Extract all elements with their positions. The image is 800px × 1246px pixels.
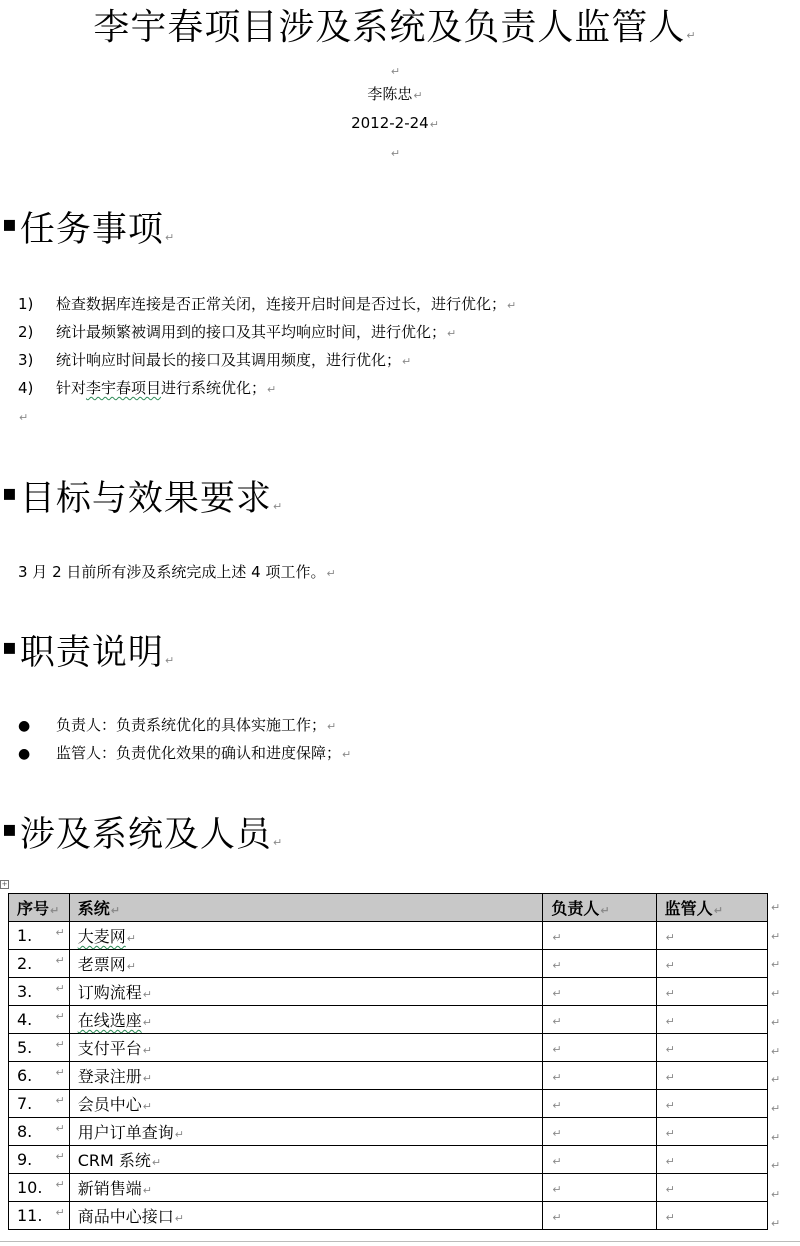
bullet-icon: ●: [18, 718, 31, 734]
duties-list: [18, 711, 351, 767]
table-row: [9, 1034, 768, 1062]
cell-mark-icon: ↵: [665, 1211, 675, 1224]
cell-mark-icon: ↵: [55, 926, 65, 939]
cell-mark-icon: ↵: [552, 1071, 562, 1084]
table-row: [9, 1118, 768, 1146]
table-row: [9, 1174, 768, 1202]
cell-no-text: 8.: [17, 1122, 33, 1141]
cell-no-text: 11.: [17, 1206, 43, 1225]
section-heading-duties: ▪职责说明↵: [2, 633, 176, 673]
cell-mark-icon: ↵: [665, 1155, 675, 1168]
paragraph-mark-icon: ↵: [447, 327, 457, 340]
cell-mark-icon: ↵: [110, 904, 120, 917]
cell-system[interactable]: [69, 950, 543, 978]
cell-mark-icon: ↵: [151, 1156, 162, 1169]
cell-owner[interactable]: [543, 1202, 656, 1230]
cell-system-text: 老票网: [77, 955, 126, 974]
paragraph-mark-icon: ↵: [164, 654, 176, 667]
cell-no-text: 10.: [17, 1178, 43, 1197]
cell-no[interactable]: [9, 1062, 70, 1090]
cell-system-text: 新销售端: [77, 1179, 142, 1198]
cell-owner[interactable]: [543, 1090, 656, 1118]
cell-mark-icon: ↵: [55, 1066, 65, 1079]
cell-supervisor[interactable]: [656, 978, 767, 1006]
cell-system-text: 用户订单查询: [77, 1123, 174, 1142]
table-row: [9, 1090, 768, 1118]
cell-mark-icon: ↵: [713, 904, 723, 917]
cell-mark-icon: ↵: [665, 931, 675, 944]
table-move-handle-icon[interactable]: +: [1, 880, 8, 888]
list-item: 4) 针对李宇春项目进行系统优化；↵: [18, 379, 277, 397]
cell-no[interactable]: [9, 1146, 70, 1174]
cell-mark-icon: ↵: [665, 1127, 675, 1140]
paragraph-mark-icon: ↵: [402, 355, 412, 368]
cell-no-text: 9.: [17, 1150, 33, 1169]
cell-mark-icon: ↵: [665, 987, 675, 1000]
empty-paragraph: [0, 60, 790, 82]
paragraph-mark-icon: ↵: [507, 299, 517, 312]
cell-no-text: 3.: [17, 982, 33, 1001]
cell-mark-icon: ↵: [665, 959, 675, 972]
cell-owner[interactable]: [543, 922, 656, 950]
empty-paragraph: [0, 142, 790, 164]
cell-mark-icon: ↵: [552, 987, 562, 1000]
cell-mark-icon: ↵: [552, 1183, 562, 1196]
column-header-owner: 负责人↵: [543, 894, 656, 922]
cell-no[interactable]: [9, 950, 70, 978]
column-header-system: 系统↵: [69, 894, 543, 922]
cell-owner[interactable]: [543, 1146, 656, 1174]
cell-mark-icon: ↵: [55, 954, 65, 967]
list-item: 3) 统计响应时间最长的接口及其调用频度，进行优化；↵: [18, 351, 412, 369]
paragraph-mark-icon: ↵: [272, 836, 284, 849]
row-end-mark-icon: ↵: [771, 1216, 781, 1230]
document-title: 李宇春项目涉及系统及负责人监管人↵: [93, 7, 697, 48]
cell-system[interactable]: [69, 1146, 543, 1174]
cell-no-text: 5.: [17, 1038, 33, 1057]
cell-supervisor[interactable]: [656, 1202, 767, 1230]
column-header-supervisor: 监管人↵: [656, 894, 767, 922]
paragraph-mark-icon: ↵: [19, 411, 29, 424]
cell-supervisor[interactable]: [656, 1090, 767, 1118]
cell-mark-icon: ↵: [55, 1178, 65, 1191]
cell-owner[interactable]: [543, 1006, 656, 1034]
cell-system-text: 在线选座: [77, 1011, 142, 1030]
paragraph-mark-icon: ↵: [390, 147, 401, 160]
list-item: 2) 统计最频繁被调用到的接口及其平均响应时间，进行优化；↵: [18, 323, 457, 341]
cell-no[interactable]: [9, 1034, 70, 1062]
spellcheck-marked-text: 李宇春项目: [86, 379, 162, 397]
cell-system[interactable]: [69, 1090, 543, 1118]
table-row: [9, 1146, 768, 1174]
cell-owner[interactable]: [543, 950, 656, 978]
date-line: 2012-2-24↵: [351, 114, 439, 132]
cell-mark-icon: ↵: [142, 1100, 152, 1113]
cell-system[interactable]: [69, 1202, 543, 1230]
row-end-mark-icon: ↵: [771, 1073, 781, 1087]
cell-supervisor[interactable]: [656, 1146, 767, 1174]
paragraph-mark-icon: ↵: [390, 65, 401, 78]
cell-mark-icon: ↵: [142, 1016, 152, 1029]
cell-no[interactable]: [9, 922, 70, 950]
cell-supervisor[interactable]: [656, 1174, 767, 1202]
cell-system-text: 登录注册: [77, 1067, 142, 1086]
cell-mark-icon: ↵: [665, 1071, 675, 1084]
row-end-mark-icon: ↵: [771, 958, 781, 972]
list-item: ● 负责人：负责系统优化的具体实施工作；↵: [18, 711, 351, 739]
page-bottom-divider: [0, 1241, 800, 1244]
task-list: [18, 290, 516, 430]
cell-mark-icon: ↵: [142, 1184, 152, 1197]
row-end-mark-icon: ↵: [771, 1188, 781, 1201]
cell-mark-icon: ↵: [552, 1211, 562, 1224]
cell-mark-icon: ↵: [55, 982, 65, 995]
cell-owner[interactable]: [543, 1174, 656, 1202]
cell-mark-icon: ↵: [552, 1099, 562, 1112]
bullet-icon: ●: [18, 746, 31, 762]
cell-supervisor[interactable]: [656, 1118, 767, 1146]
systems-table: [8, 893, 768, 1230]
cell-mark-icon: ↵: [552, 1043, 562, 1056]
cell-mark-icon: ↵: [665, 1015, 675, 1028]
cell-mark-icon: ↵: [126, 960, 136, 973]
cell-mark-icon: ↵: [50, 904, 60, 917]
paragraph-mark-icon: ↵: [267, 383, 277, 396]
row-end-mark-icon: ↵: [771, 1044, 781, 1058]
heading-bullet-icon: ▪: [2, 635, 18, 660]
cell-mark-icon: ↵: [552, 1155, 562, 1168]
table-header-row: [9, 894, 768, 922]
cell-system[interactable]: [69, 1034, 543, 1062]
cell-no-text: 4.: [17, 1010, 33, 1029]
cell-system[interactable]: [69, 922, 543, 950]
row-end-mark-icon: ↵: [771, 929, 781, 943]
goals-text: 3 月 2 日前所有涉及系统完成上述 4 项工作。↵: [18, 563, 336, 581]
list-item: 1) 检查数据库连接是否正常关闭，连接开启时间是否过长，进行优化；↵: [18, 295, 517, 313]
list-item: ● 监管人：负责优化效果的确认和进度保障；↵: [18, 739, 351, 767]
cell-mark-icon: ↵: [552, 1127, 562, 1140]
cell-system-text: 订购流程: [77, 983, 142, 1002]
cell-supervisor[interactable]: [656, 922, 767, 950]
cell-mark-icon: ↵: [174, 1212, 184, 1225]
table-row: [9, 978, 768, 1006]
heading-bullet-icon: ▪: [2, 481, 18, 506]
paragraph-mark-icon: ↵: [326, 567, 336, 580]
cell-mark-icon: ↵: [665, 1183, 675, 1196]
cell-mark-icon: ↵: [600, 904, 610, 917]
cell-mark-icon: ↵: [552, 1015, 562, 1028]
row-end-mark-icon: ↵: [771, 901, 781, 914]
cell-mark-icon: ↵: [55, 1094, 65, 1107]
heading-bullet-icon: ▪: [2, 817, 18, 842]
paragraph-mark-icon: ↵: [272, 500, 284, 513]
cell-system-text: 大麦网: [77, 927, 126, 946]
paragraph-mark-icon: ↵: [686, 29, 697, 42]
cell-no-text: 2.: [17, 954, 33, 973]
cell-mark-icon: ↵: [665, 1099, 675, 1112]
paragraph-mark-icon: ↵: [413, 89, 423, 102]
table-row: [9, 1062, 768, 1090]
table-row: [9, 950, 768, 978]
cell-mark-icon: ↵: [665, 1043, 675, 1056]
cell-mark-icon: ↵: [142, 988, 152, 1001]
cell-supervisor[interactable]: [656, 1034, 767, 1062]
cell-mark-icon: ↵: [55, 1150, 65, 1163]
cell-supervisor[interactable]: [656, 1062, 767, 1090]
cell-mark-icon: ↵: [126, 932, 136, 945]
cell-owner[interactable]: [543, 1034, 656, 1062]
row-end-mark-icon: ↵: [771, 1159, 781, 1173]
cell-no[interactable]: [9, 1202, 70, 1230]
cell-mark-icon: ↵: [55, 1122, 65, 1135]
row-end-mark-icon: ↵: [771, 1101, 781, 1115]
cell-mark-icon: ↵: [142, 1072, 152, 1085]
cell-no[interactable]: [9, 1090, 70, 1118]
paragraph-mark-icon: ↵: [342, 748, 352, 761]
cell-mark-icon: ↵: [55, 1010, 65, 1023]
cell-owner[interactable]: [543, 978, 656, 1006]
cell-supervisor[interactable]: [656, 1006, 767, 1034]
heading-bullet-icon: ▪: [2, 212, 18, 237]
section-heading-systems: ▪涉及系统及人员↵: [2, 815, 284, 855]
cell-no-text: 7.: [17, 1094, 33, 1113]
cell-system-text: CRM 系统: [77, 1151, 151, 1170]
section-heading-goals: ▪目标与效果要求↵: [2, 479, 284, 519]
row-end-mark-icon: ↵: [771, 1015, 781, 1029]
table-row: [9, 922, 768, 950]
cell-no[interactable]: [9, 1006, 70, 1034]
cell-no-text: 1.: [17, 926, 33, 945]
cell-supervisor[interactable]: [656, 950, 767, 978]
cell-mark-icon: ↵: [55, 1038, 65, 1051]
paragraph-mark-icon: ↵: [429, 118, 439, 131]
section-heading-tasks: ▪任务事项↵: [2, 210, 176, 250]
cell-no[interactable]: [9, 978, 70, 1006]
paragraph-mark-icon: ↵: [164, 231, 176, 244]
cell-mark-icon: ↵: [174, 1128, 184, 1141]
cell-no-text: 6.: [17, 1066, 33, 1085]
column-header-no: 序号↵: [9, 894, 70, 922]
cell-mark-icon: ↵: [55, 1206, 65, 1219]
cell-system-text: 商品中心接口: [77, 1207, 174, 1226]
cell-system-text: 会员中心: [77, 1095, 142, 1114]
table-row: [9, 1006, 768, 1034]
empty-paragraph: [18, 402, 516, 430]
table-row: [9, 1202, 768, 1230]
cell-system[interactable]: [69, 1062, 543, 1090]
cell-system[interactable]: [69, 1006, 543, 1034]
cell-no[interactable]: [9, 1118, 70, 1146]
cell-mark-icon: ↵: [552, 959, 562, 972]
cell-system[interactable]: [69, 978, 543, 1006]
paragraph-mark-icon: ↵: [327, 720, 337, 733]
cell-owner[interactable]: [543, 1062, 656, 1090]
row-end-mark-icon: ↵: [771, 987, 781, 1001]
row-end-mark-icon: ↵: [771, 1130, 781, 1144]
cell-system-text: 支付平台: [77, 1039, 142, 1058]
cell-owner[interactable]: [543, 1118, 656, 1146]
cell-system[interactable]: [69, 1174, 543, 1202]
author-line: 李陈忠↵: [367, 85, 423, 103]
cell-mark-icon: ↵: [552, 931, 562, 944]
cell-system[interactable]: [69, 1118, 543, 1146]
cell-no[interactable]: [9, 1174, 70, 1202]
cell-mark-icon: ↵: [142, 1044, 152, 1057]
